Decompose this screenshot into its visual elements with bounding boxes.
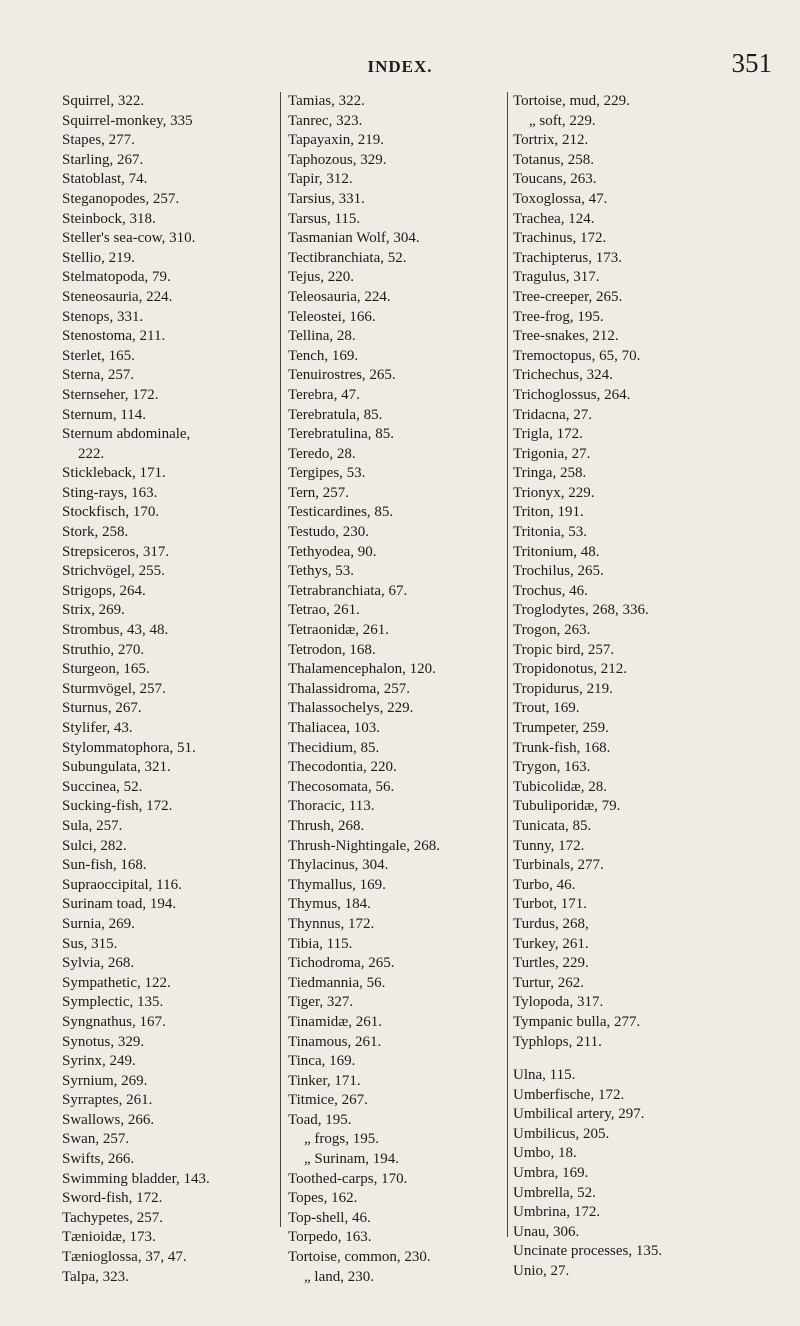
index-entry: Turbo, 46. <box>513 876 576 893</box>
index-entry: Sylvia, 268. <box>62 955 135 972</box>
index-entry: Strombus, 43, 48. <box>62 622 169 639</box>
index-entry: Steinbock, 318. <box>62 210 156 227</box>
index-entry: Teleostei, 166. <box>288 308 376 325</box>
index-entry: Trunk-fish, 168. <box>513 739 611 756</box>
index-entry: Squirrel-monkey, 335 <box>62 112 193 129</box>
index-entry: Thynnus, 172. <box>288 915 375 932</box>
index-column-3 <box>513 92 773 1282</box>
index-entry: Swallows, 266. <box>62 1111 155 1128</box>
index-entry: Thaliacea, 103. <box>288 720 381 736</box>
index-entry: Triton, 191. <box>513 504 584 521</box>
index-entry: Unio, 27. <box>513 1263 570 1280</box>
index-entry: Turdus, 268, <box>513 915 589 932</box>
index-entry: Trachea, 124. <box>513 210 595 227</box>
index-entry: Tortoise, common, 230. <box>288 1249 431 1266</box>
index-entry: Tetrabranchiata, 67. <box>288 582 408 599</box>
index-entry: Thalassochelys, 229. <box>288 700 414 717</box>
index-entry: Umbilicus, 205. <box>513 1125 610 1142</box>
index-entry: Sternum, 114. <box>62 406 147 423</box>
index-entry: Stelmatopoda, 79. <box>62 269 171 286</box>
index-entry: Tapayaxin, 219. <box>288 132 385 149</box>
index-entry: Tinca, 169. <box>288 1053 356 1070</box>
index-entry: Thalamencephalon, 120. <box>288 661 436 678</box>
index-entry: Thecosomata, 56. <box>288 778 395 795</box>
index-entry: Tubuliporidæ, 79. <box>513 798 621 815</box>
index-entry: „ Surinam, 194. <box>304 1151 399 1168</box>
index-entry: Uncinate processes, 135. <box>513 1243 663 1260</box>
index-entry: Statoblast, 74. <box>62 171 148 188</box>
index-entry: Thoracic, 113. <box>288 798 375 815</box>
index-entry: Umberfische, 172. <box>513 1086 625 1103</box>
index-entry: Sucking-fish, 172. <box>62 798 173 815</box>
index-entry: Typhlops, 211. <box>513 1033 602 1050</box>
index-entry: Thecidium, 85. <box>288 739 380 756</box>
index-entry: Torpedo, 163. <box>288 1229 372 1246</box>
index-entry: Totanus, 258. <box>513 151 595 168</box>
index-entry: Symplectic, 135. <box>62 994 164 1011</box>
index-entry: Sturgeon, 165. <box>62 661 150 678</box>
index-entry: Tritonium, 48. <box>513 543 600 560</box>
index-entry: Surnia, 269. <box>62 915 135 932</box>
index-entry: Thrush-Nightingale, 268. <box>288 837 441 854</box>
index-entry: Taphozous, 329. <box>288 151 387 168</box>
index-entry: Tectibranchiata, 52. <box>288 249 407 266</box>
index-entry: Tropic bird, 257. <box>513 641 615 658</box>
index-entry: Tetrao, 261. <box>288 602 360 619</box>
index-entry: Tergipes, 53. <box>288 465 366 482</box>
index-entry: Tinamous, 261. <box>288 1033 382 1050</box>
index-entry: Tachypetes, 257. <box>62 1209 164 1226</box>
index-entry: Umbra, 169. <box>513 1165 589 1182</box>
index-entry: Succinea, 52. <box>62 778 143 795</box>
index-entry: Tropidonotus, 212. <box>513 661 628 678</box>
index-entry: Syrraptes, 261. <box>62 1092 153 1109</box>
index-entry: Trout, 169. <box>513 700 580 717</box>
index-entry: Tunny, 172. <box>513 837 585 854</box>
index-entry: Tortoise, mud, 229. <box>513 93 630 109</box>
index-entry: Tern, 257. <box>288 484 350 501</box>
index-entry: Tunicata, 85. <box>513 817 592 834</box>
index-entry: Tragulus, 317. <box>513 269 600 286</box>
index-entry: Stellio, 219. <box>62 249 135 266</box>
index-entry: Starling, 267. <box>62 151 144 168</box>
index-entry: Titmice, 267. <box>288 1092 368 1109</box>
index-entry: Tiger, 327. <box>288 994 354 1011</box>
index-entry: Sulci, 282. <box>62 837 127 854</box>
index-entry: Tench, 169. <box>288 347 359 364</box>
index-entry: Trichechus, 324. <box>513 367 613 384</box>
index-entry: Teleosauria, 224. <box>288 288 391 305</box>
index-entry: Trogon, 263. <box>513 622 591 639</box>
index-entry: Syrnium, 269. <box>62 1072 148 1089</box>
index-entry: Tetrodon, 168. <box>288 641 376 658</box>
page-number: 351 <box>731 48 772 78</box>
index-entry: Trigla, 172. <box>513 426 583 443</box>
index-entry: Toxoglossa, 47. <box>513 190 608 207</box>
index-column-1 <box>62 92 277 1287</box>
index-entry: Stickleback, 171. <box>62 465 166 482</box>
index-entry: Testicardines, 85. <box>288 504 394 521</box>
index-entry: Thecodontia, 220. <box>288 759 397 776</box>
index-entry: Tenuirostres, 265. <box>288 367 396 384</box>
index-entry: Ulna, 115. <box>513 1067 576 1084</box>
index-entry: Sus, 315. <box>62 935 118 952</box>
index-entry: Steneosauria, 224. <box>62 288 173 305</box>
index-entry: Turbot, 171. <box>513 896 588 913</box>
index-entry: Strigops, 264. <box>62 582 146 599</box>
index-entry: Tasmanian Wolf, 304. <box>288 230 420 247</box>
index-entry: Tubicolidæ, 28. <box>513 778 608 795</box>
index-entry: Tree-frog, 195. <box>513 308 604 325</box>
index-entry: Tridacna, 27. <box>513 406 593 423</box>
index-entry: Tibia, 115. <box>288 935 353 952</box>
index-entry: Trionyx, 229. <box>513 484 595 501</box>
index-entry: Squirrel, 322. <box>62 93 145 109</box>
index-entry: Toucans, 263. <box>513 171 597 188</box>
index-entry: Sympathetic, 122. <box>62 974 171 991</box>
index-entry: Strix, 269. <box>62 602 125 619</box>
index-entry: Tylopoda, 317. <box>513 994 604 1011</box>
index-entry: Surinam toad, 194. <box>62 896 177 913</box>
index-entry: Unau, 306. <box>513 1223 580 1240</box>
index-entry: Thylacinus, 304. <box>288 857 389 874</box>
index-entry: Terebratula, 85. <box>288 406 383 423</box>
index-entry: Tortrix, 212. <box>513 132 589 149</box>
index-entry: Swan, 257. <box>62 1131 130 1148</box>
index-entry: Sturmvögel, 257. <box>62 680 166 697</box>
index-entry: Stenostoma, 211. <box>62 328 166 345</box>
index-entry: Tamias, 322. <box>288 93 365 109</box>
index-entry: Sun-fish, 168. <box>62 857 147 874</box>
index-entry: Tympanic bulla, 277. <box>513 1013 641 1030</box>
index-entry: Stork, 258. <box>62 524 129 541</box>
index-entry: Trigonia, 27. <box>513 445 591 462</box>
index-entry: Turtur, 262. <box>513 974 584 991</box>
index-entry: Tethys, 53. <box>288 563 355 580</box>
index-entry: Turtles, 229. <box>513 955 589 972</box>
index-entry: Umbrina, 172. <box>513 1204 601 1221</box>
index-entry: Tænioglossa, 37, 47. <box>62 1249 187 1266</box>
index-column-2 <box>288 92 506 1287</box>
index-entry: Tiedmannia, 56. <box>288 974 386 991</box>
index-entry: Tremoctopus, 65, 70. <box>513 347 641 364</box>
index-entry: Steganopodes, 257. <box>62 190 180 207</box>
index-entry: Struthio, 270. <box>62 641 145 658</box>
index-entry: Terebra, 47. <box>288 386 360 403</box>
index-entry: Sterna, 257. <box>62 367 135 384</box>
index-entry: Sternseher, 172. <box>62 386 159 403</box>
index-entry: Tapir, 312. <box>288 171 353 188</box>
index-entry: Tinker, 171. <box>288 1072 361 1089</box>
index-entry: Trochilus, 265. <box>513 563 604 580</box>
index-entry: Sternum abdominale, <box>62 426 191 443</box>
index-entry: Umbrella, 52. <box>513 1184 596 1201</box>
index-entry: Strichvögel, 255. <box>62 563 165 580</box>
index-entry: Teredo, 28. <box>288 445 356 462</box>
index-entry: Toothed-carps, 170. <box>288 1170 408 1187</box>
index-entry: Tetraonidæ, 261. <box>288 622 390 639</box>
index-entry: Umbilical artery, 297. <box>513 1106 645 1123</box>
index-entry: Tichodroma, 265. <box>288 955 395 972</box>
index-entry: Trygon, 163. <box>513 759 591 776</box>
index-entry: Stenops, 331. <box>62 308 144 325</box>
index-entry: Troglodytes, 268, 336. <box>513 602 649 619</box>
index-entry: Tinamidæ, 261. <box>288 1013 383 1030</box>
index-entry: Syngnathus, 167. <box>62 1013 166 1030</box>
index-entry: Testudo, 230. <box>288 524 370 541</box>
index-entry: Tritonia, 53. <box>513 524 588 541</box>
index-entry: Tethyodea, 90. <box>288 543 377 560</box>
index-entry: Turkey, 261. <box>513 935 589 952</box>
index-entry: Synotus, 329. <box>62 1033 145 1050</box>
index-entry: Tænioidæ, 173. <box>62 1229 156 1246</box>
index-entry: Tejus, 220. <box>288 269 355 286</box>
index-entry: Sterlet, 165. <box>62 347 135 364</box>
column-divider-2 <box>507 92 508 1237</box>
index-entry: Trochus, 46. <box>513 582 588 599</box>
index-entry: Tropidurus, 219. <box>513 680 613 697</box>
index-entry: Supraoccipital, 116. <box>62 876 182 893</box>
index-entry: Syrinx, 249. <box>62 1053 136 1070</box>
index-entry: „ frogs, 195. <box>304 1131 379 1148</box>
index-entry: Stylommatophora, 51. <box>62 739 196 756</box>
index-entry: „ soft, 229. <box>529 112 596 129</box>
index-entry: Strepsiceros, 317. <box>62 543 170 560</box>
index-entry: Trichoglossus, 264. <box>513 386 631 403</box>
index-entry: Turbinals, 277. <box>513 857 604 874</box>
index-entry: Tellina, 28. <box>288 328 356 345</box>
index-entry: Thalassidroma, 257. <box>288 680 411 697</box>
index-entry: „ land, 230. <box>304 1268 374 1285</box>
index-entry: Talpa, 323. <box>62 1268 129 1285</box>
page-header-title: INDEX. <box>367 57 433 76</box>
index-entry: Tree-creeper, 265. <box>513 288 623 305</box>
index-entry: Umbo, 18. <box>513 1145 577 1162</box>
index-entry: Tringa, 258. <box>513 465 587 482</box>
index-entry: Thymallus, 169. <box>288 876 386 893</box>
index-entry: Sword-fish, 172. <box>62 1190 163 1207</box>
index-entry: 222. <box>78 445 105 462</box>
index-entry: Subungulata, 321. <box>62 759 171 776</box>
index-entry: Top-shell, 46. <box>288 1209 371 1226</box>
index-entry: Stylifer, 43. <box>62 720 133 736</box>
column-divider-1 <box>280 92 281 1227</box>
index-entry: Trachinus, 172. <box>513 230 607 247</box>
index-entry: Sula, 257. <box>62 817 123 834</box>
index-entry: Steller's sea-cow, 310. <box>62 230 196 247</box>
index-entry: Sturnus, 267. <box>62 700 142 717</box>
index-entry: Topes, 162. <box>288 1190 358 1207</box>
index-entry: Terebratulina, 85. <box>288 426 394 443</box>
index-entry: Tanrec, 323. <box>288 112 363 129</box>
index-entry: Sting-rays, 163. <box>62 484 158 501</box>
index-entry: Swifts, 266. <box>62 1151 135 1168</box>
index-entry: Toad, 195. <box>288 1111 352 1128</box>
index-entry: Tarsius, 331. <box>288 190 365 207</box>
index-entry: Stockfisch, 170. <box>62 504 160 521</box>
index-entry: Swimming bladder, 143. <box>62 1170 210 1187</box>
index-entry: Trachipterus, 173. <box>513 249 623 266</box>
index-entry: Trumpeter, 259. <box>513 720 609 736</box>
index-entry: Tree-snakes, 212. <box>513 328 619 345</box>
index-entry: Thrush, 268. <box>288 817 365 834</box>
index-entry: Thymus, 184. <box>288 896 371 913</box>
index-entry: Stapes, 277. <box>62 132 135 149</box>
index-entry: Tarsus, 115. <box>288 210 361 227</box>
